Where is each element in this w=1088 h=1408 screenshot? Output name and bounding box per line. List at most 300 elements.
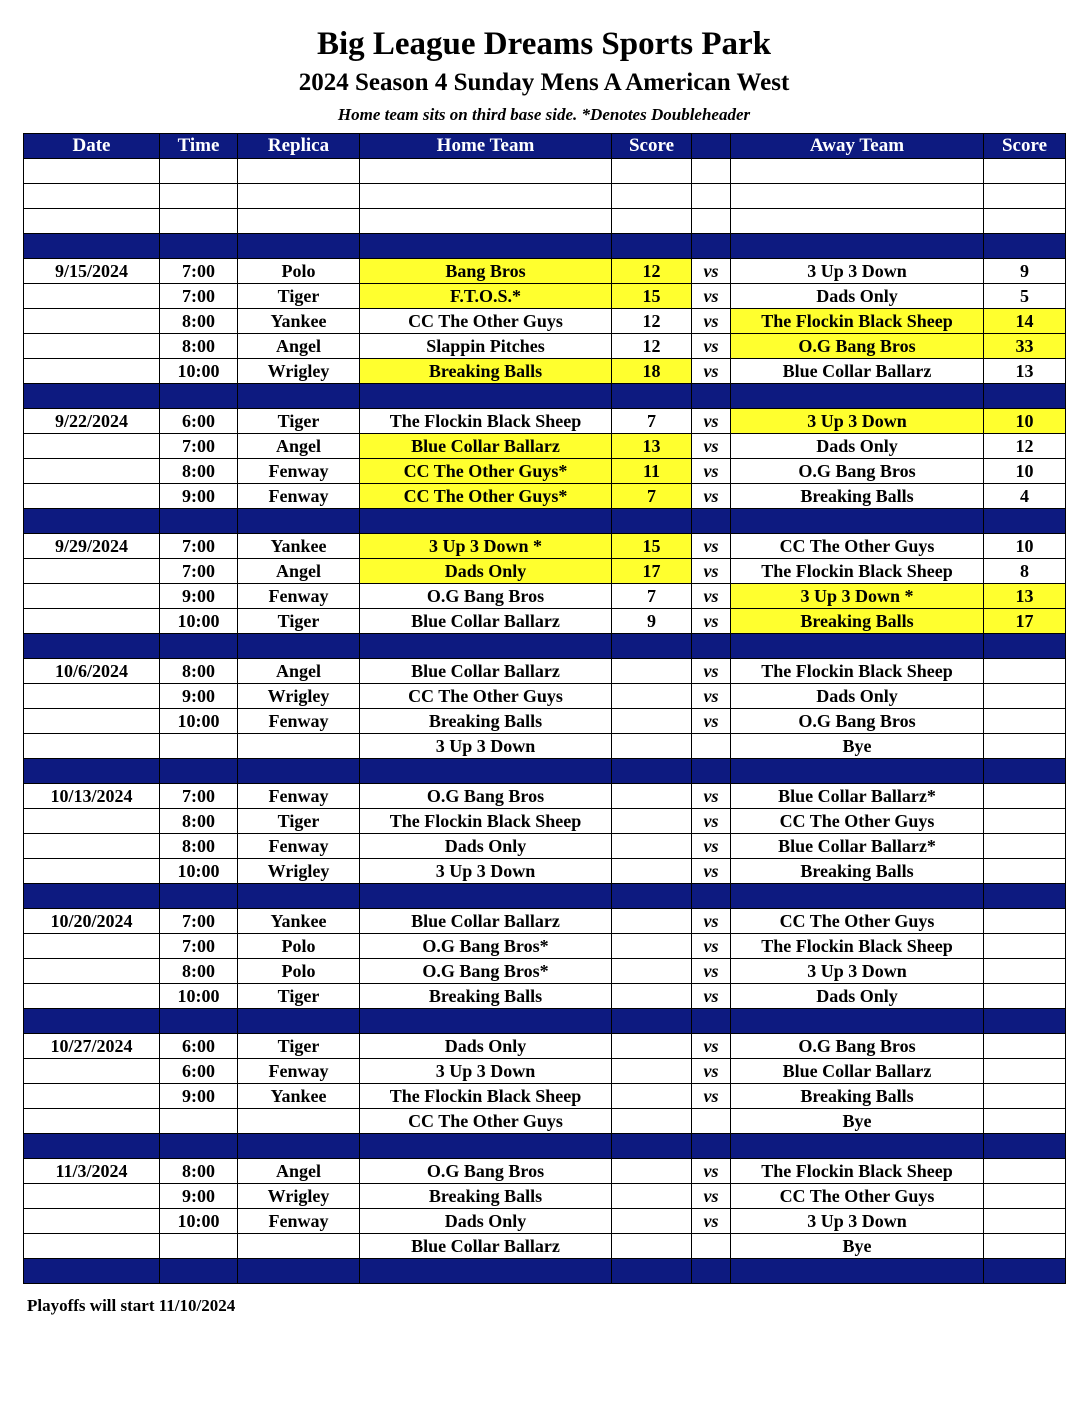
time-cell: 7:00 xyxy=(160,934,238,959)
home-team-cell: O.G Bang Bros xyxy=(360,584,612,609)
away-score-cell xyxy=(984,1084,1066,1109)
away-score-cell xyxy=(984,959,1066,984)
home-score-cell: 15 xyxy=(612,534,692,559)
replica-cell: Tiger xyxy=(238,984,360,1009)
home-team-cell xyxy=(360,184,612,209)
away-team-cell: CC The Other Guys xyxy=(731,1184,984,1209)
vs-cell: vs xyxy=(692,559,731,584)
date-cell xyxy=(24,759,160,784)
time-cell: 8:00 xyxy=(160,659,238,684)
game-row xyxy=(24,1209,1066,1234)
home-score-cell xyxy=(612,1259,692,1284)
home-score-cell: 12 xyxy=(612,309,692,334)
replica-cell xyxy=(238,1134,360,1159)
replica-cell xyxy=(238,159,360,184)
schedule-body xyxy=(24,159,1066,1284)
away-team-cell xyxy=(731,184,984,209)
replica-cell: Yankee xyxy=(238,1084,360,1109)
home-score-cell xyxy=(612,234,692,259)
game-row xyxy=(24,334,1066,359)
away-team-cell: 3 Up 3 Down * xyxy=(731,584,984,609)
vs-cell: vs xyxy=(692,259,731,284)
replica-cell: Tiger xyxy=(238,409,360,434)
home-score-cell xyxy=(612,659,692,684)
away-team-cell xyxy=(731,209,984,234)
home-team-cell: Dads Only xyxy=(360,834,612,859)
home-team-cell: Blue Collar Ballarz xyxy=(360,609,612,634)
away-score-cell xyxy=(984,909,1066,934)
home-score-cell: 15 xyxy=(612,284,692,309)
away-score-cell: 10 xyxy=(984,459,1066,484)
away-score-cell xyxy=(984,1109,1066,1134)
home-team-cell: Dads Only xyxy=(360,1209,612,1234)
vs-cell xyxy=(692,734,731,759)
home-team-cell: O.G Bang Bros* xyxy=(360,934,612,959)
away-score-cell xyxy=(984,859,1066,884)
date-cell xyxy=(24,284,160,309)
replica-cell: Fenway xyxy=(238,584,360,609)
time-cell xyxy=(160,884,238,909)
away-team-cell xyxy=(731,159,984,184)
replica-cell: Angel xyxy=(238,434,360,459)
away-team-cell: Dads Only xyxy=(731,984,984,1009)
home-score-cell xyxy=(612,859,692,884)
away-score-cell xyxy=(984,209,1066,234)
away-team-cell xyxy=(731,884,984,909)
home-team-cell xyxy=(360,884,612,909)
date-cell xyxy=(24,809,160,834)
away-score-cell: 10 xyxy=(984,534,1066,559)
time-cell xyxy=(160,734,238,759)
vs-cell: vs xyxy=(692,834,731,859)
vs-cell xyxy=(692,1259,731,1284)
replica-cell xyxy=(238,1234,360,1259)
home-team-cell: Breaking Balls xyxy=(360,709,612,734)
away-team-cell: Blue Collar Ballarz* xyxy=(731,784,984,809)
date-cell xyxy=(24,484,160,509)
date-cell xyxy=(24,1209,160,1234)
vs-cell xyxy=(692,1009,731,1034)
replica-cell: Wrigley xyxy=(238,684,360,709)
away-team-cell: The Flockin Black Sheep xyxy=(731,1159,984,1184)
header-home-team: Home Team xyxy=(360,134,612,159)
vs-cell: vs xyxy=(692,984,731,1009)
doubleheader-note: Home team sits on third base side. *Denotes Doubleheader xyxy=(337,105,751,124)
home-score-cell xyxy=(612,784,692,809)
header-home-score: Score xyxy=(612,134,692,159)
vs-cell: vs xyxy=(692,309,731,334)
date-cell xyxy=(24,734,160,759)
vs-cell xyxy=(692,759,731,784)
vs-cell: vs xyxy=(692,1159,731,1184)
time-cell xyxy=(160,1009,238,1034)
week-separator-row xyxy=(24,234,1066,259)
time-cell xyxy=(160,759,238,784)
vs-cell: vs xyxy=(692,334,731,359)
time-cell: 7:00 xyxy=(160,434,238,459)
away-score-cell xyxy=(984,1159,1066,1184)
home-team-cell: 3 Up 3 Down xyxy=(360,859,612,884)
vs-cell: vs xyxy=(692,859,731,884)
date-cell: 10/13/2024 xyxy=(24,784,160,809)
home-score-cell xyxy=(612,1034,692,1059)
home-score-cell xyxy=(612,1209,692,1234)
vs-cell xyxy=(692,1134,731,1159)
game-row xyxy=(24,1109,1066,1134)
home-score-cell: 7 xyxy=(612,409,692,434)
date-cell xyxy=(24,984,160,1009)
replica-cell: Angel xyxy=(238,1159,360,1184)
home-score-cell xyxy=(612,759,692,784)
away-score-cell xyxy=(984,384,1066,409)
replica-cell: Fenway xyxy=(238,709,360,734)
home-score-cell xyxy=(612,1184,692,1209)
header-vs xyxy=(692,134,731,159)
date-cell xyxy=(24,209,160,234)
replica-cell: Polo xyxy=(238,259,360,284)
replica-cell xyxy=(238,509,360,534)
time-cell: 8:00 xyxy=(160,959,238,984)
date-cell xyxy=(24,509,160,534)
home-score-cell xyxy=(612,934,692,959)
home-score-cell: 12 xyxy=(612,334,692,359)
date-cell xyxy=(24,234,160,259)
date-cell xyxy=(24,334,160,359)
time-cell: 10:00 xyxy=(160,984,238,1009)
vs-cell: vs xyxy=(692,584,731,609)
date-cell: 9/15/2024 xyxy=(24,259,160,284)
game-row xyxy=(24,409,1066,434)
home-score-cell: 7 xyxy=(612,584,692,609)
home-team-cell xyxy=(360,1134,612,1159)
vs-cell xyxy=(692,884,731,909)
home-team-cell: CC The Other Guys xyxy=(360,1109,612,1134)
away-score-cell: 13 xyxy=(984,584,1066,609)
away-score-cell xyxy=(984,734,1066,759)
vs-cell: vs xyxy=(692,934,731,959)
home-team-cell: Blue Collar Ballarz xyxy=(360,1234,612,1259)
time-cell: 8:00 xyxy=(160,834,238,859)
home-score-cell xyxy=(612,384,692,409)
time-cell xyxy=(160,234,238,259)
header-away-team: Away Team xyxy=(731,134,984,159)
vs-cell: vs xyxy=(692,659,731,684)
home-score-cell xyxy=(612,709,692,734)
away-team-cell: Blue Collar Ballarz* xyxy=(731,834,984,859)
time-cell: 8:00 xyxy=(160,809,238,834)
date-cell: 10/20/2024 xyxy=(24,909,160,934)
away-team-cell: O.G Bang Bros xyxy=(731,1034,984,1059)
week-separator-row xyxy=(24,384,1066,409)
home-team-cell xyxy=(360,509,612,534)
time-cell xyxy=(160,209,238,234)
replica-cell: Tiger xyxy=(238,809,360,834)
home-score-cell xyxy=(612,909,692,934)
away-team-cell: CC The Other Guys xyxy=(731,534,984,559)
vs-cell: vs xyxy=(692,959,731,984)
vs-cell: vs xyxy=(692,459,731,484)
home-score-cell xyxy=(612,684,692,709)
replica-cell xyxy=(238,1009,360,1034)
time-cell xyxy=(160,1134,238,1159)
home-score-cell xyxy=(612,1159,692,1184)
date-cell xyxy=(24,359,160,384)
date-cell xyxy=(24,1109,160,1134)
week-separator-row xyxy=(24,884,1066,909)
home-score-cell xyxy=(612,884,692,909)
away-team-cell xyxy=(731,1009,984,1034)
away-score-cell xyxy=(984,659,1066,684)
home-team-cell: O.G Bang Bros xyxy=(360,784,612,809)
vs-cell xyxy=(692,509,731,534)
home-team-cell: Bang Bros xyxy=(360,259,612,284)
replica-cell: Yankee xyxy=(238,309,360,334)
home-team-cell: Slappin Pitches xyxy=(360,334,612,359)
home-score-cell xyxy=(612,1134,692,1159)
game-row xyxy=(24,684,1066,709)
away-team-cell: 3 Up 3 Down xyxy=(731,259,984,284)
game-row xyxy=(24,559,1066,584)
header-replica: Replica xyxy=(238,134,360,159)
replica-cell xyxy=(238,1259,360,1284)
game-row xyxy=(24,834,1066,859)
time-cell: 10:00 xyxy=(160,859,238,884)
away-team-cell: Breaking Balls xyxy=(731,609,984,634)
home-score-cell xyxy=(612,184,692,209)
time-cell: 10:00 xyxy=(160,609,238,634)
home-team-cell: Blue Collar Ballarz xyxy=(360,909,612,934)
date-cell: 9/22/2024 xyxy=(24,409,160,434)
away-score-cell: 12 xyxy=(984,434,1066,459)
vs-cell: vs xyxy=(692,1184,731,1209)
away-team-cell: 3 Up 3 Down xyxy=(731,1209,984,1234)
time-cell xyxy=(160,1109,238,1134)
vs-cell xyxy=(692,234,731,259)
game-row xyxy=(24,434,1066,459)
away-team-cell: Bye xyxy=(731,1109,984,1134)
vs-cell: vs xyxy=(692,1084,731,1109)
table-header-row xyxy=(24,134,1066,159)
home-team-cell: The Flockin Black Sheep xyxy=(360,409,612,434)
replica-cell xyxy=(238,234,360,259)
game-row xyxy=(24,284,1066,309)
vs-cell: vs xyxy=(692,359,731,384)
vs-cell: vs xyxy=(692,809,731,834)
home-team-cell: The Flockin Black Sheep xyxy=(360,1084,612,1109)
away-team-cell: Blue Collar Ballarz xyxy=(731,1059,984,1084)
away-team-cell: The Flockin Black Sheep xyxy=(731,659,984,684)
week-separator-row xyxy=(24,1259,1066,1284)
away-score-cell: 10 xyxy=(984,409,1066,434)
away-team-cell: O.G Bang Bros xyxy=(731,459,984,484)
date-cell xyxy=(24,1234,160,1259)
home-score-cell xyxy=(612,809,692,834)
away-score-cell: 13 xyxy=(984,359,1066,384)
away-team-cell xyxy=(731,634,984,659)
date-cell: 9/29/2024 xyxy=(24,534,160,559)
away-team-cell: Dads Only xyxy=(731,434,984,459)
date-cell xyxy=(24,1084,160,1109)
away-score-cell xyxy=(984,934,1066,959)
replica-cell xyxy=(238,884,360,909)
vs-cell: vs xyxy=(692,709,731,734)
home-score-cell: 11 xyxy=(612,459,692,484)
game-row xyxy=(24,909,1066,934)
away-team-cell: The Flockin Black Sheep xyxy=(731,934,984,959)
away-score-cell xyxy=(984,1134,1066,1159)
away-score-cell: 33 xyxy=(984,334,1066,359)
away-score-cell: 8 xyxy=(984,559,1066,584)
home-team-cell: 3 Up 3 Down xyxy=(360,734,612,759)
replica-cell: Wrigley xyxy=(238,1184,360,1209)
home-team-cell: CC The Other Guys xyxy=(360,684,612,709)
home-team-cell: F.T.O.S.* xyxy=(360,284,612,309)
away-team-cell: O.G Bang Bros xyxy=(731,709,984,734)
date-cell xyxy=(24,1259,160,1284)
date-cell xyxy=(24,559,160,584)
vs-cell xyxy=(692,384,731,409)
replica-cell: Angel xyxy=(238,334,360,359)
game-row xyxy=(24,609,1066,634)
away-team-cell: Breaking Balls xyxy=(731,1084,984,1109)
time-cell: 9:00 xyxy=(160,1184,238,1209)
home-team-cell: 3 Up 3 Down xyxy=(360,1059,612,1084)
home-score-cell: 12 xyxy=(612,259,692,284)
away-score-cell xyxy=(984,1034,1066,1059)
home-team-cell: Dads Only xyxy=(360,1034,612,1059)
away-score-cell xyxy=(984,1184,1066,1209)
schedule-table xyxy=(23,133,1066,1284)
time-cell: 10:00 xyxy=(160,359,238,384)
game-row xyxy=(24,484,1066,509)
page-subtitle: 2024 Season 4 Sunday Mens A American West xyxy=(298,69,790,96)
time-cell: 7:00 xyxy=(160,284,238,309)
away-score-cell xyxy=(984,1009,1066,1034)
home-score-cell: 18 xyxy=(612,359,692,384)
blank-row xyxy=(24,184,1066,209)
vs-cell: vs xyxy=(692,609,731,634)
time-cell xyxy=(160,509,238,534)
replica-cell: Polo xyxy=(238,959,360,984)
time-cell: 6:00 xyxy=(160,1059,238,1084)
away-team-cell: 3 Up 3 Down xyxy=(731,959,984,984)
home-team-cell: The Flockin Black Sheep xyxy=(360,809,612,834)
replica-cell xyxy=(238,734,360,759)
away-team-cell: 3 Up 3 Down xyxy=(731,409,984,434)
date-cell xyxy=(24,1009,160,1034)
time-cell: 9:00 xyxy=(160,684,238,709)
home-team-cell: Blue Collar Ballarz xyxy=(360,434,612,459)
home-score-cell xyxy=(612,734,692,759)
away-team-cell: CC The Other Guys xyxy=(731,909,984,934)
home-score-cell: 13 xyxy=(612,434,692,459)
date-cell xyxy=(24,859,160,884)
away-score-cell: 4 xyxy=(984,484,1066,509)
date-cell xyxy=(24,384,160,409)
away-team-cell: Dads Only xyxy=(731,284,984,309)
away-score-cell: 9 xyxy=(984,259,1066,284)
game-row xyxy=(24,1159,1066,1184)
away-score-cell xyxy=(984,184,1066,209)
replica-cell xyxy=(238,384,360,409)
home-team-cell: 3 Up 3 Down * xyxy=(360,534,612,559)
away-team-cell: The Flockin Black Sheep xyxy=(731,559,984,584)
time-cell: 6:00 xyxy=(160,1034,238,1059)
away-score-cell xyxy=(984,684,1066,709)
replica-cell: Tiger xyxy=(238,284,360,309)
game-row xyxy=(24,709,1066,734)
date-cell xyxy=(24,834,160,859)
home-score-cell xyxy=(612,984,692,1009)
date-cell xyxy=(24,159,160,184)
blank-row xyxy=(24,159,1066,184)
home-score-cell xyxy=(612,1059,692,1084)
home-team-cell xyxy=(360,384,612,409)
game-row xyxy=(24,259,1066,284)
away-score-cell: 17 xyxy=(984,609,1066,634)
away-score-cell xyxy=(984,1209,1066,1234)
date-cell xyxy=(24,1134,160,1159)
date-cell xyxy=(24,459,160,484)
away-team-cell: Blue Collar Ballarz xyxy=(731,359,984,384)
time-cell: 8:00 xyxy=(160,334,238,359)
game-row xyxy=(24,1234,1066,1259)
time-cell xyxy=(160,184,238,209)
time-cell xyxy=(160,159,238,184)
game-row xyxy=(24,534,1066,559)
away-score-cell xyxy=(984,1259,1066,1284)
date-cell xyxy=(24,959,160,984)
home-team-cell: CC The Other Guys* xyxy=(360,484,612,509)
week-separator-row xyxy=(24,759,1066,784)
vs-cell: vs xyxy=(692,784,731,809)
replica-cell xyxy=(238,184,360,209)
away-score-cell xyxy=(984,784,1066,809)
replica-cell: Wrigley xyxy=(238,359,360,384)
home-score-cell: 17 xyxy=(612,559,692,584)
vs-cell xyxy=(692,209,731,234)
week-separator-row xyxy=(24,1134,1066,1159)
week-separator-row xyxy=(24,634,1066,659)
away-team-cell: Bye xyxy=(731,1234,984,1259)
away-team-cell: The Flockin Black Sheep xyxy=(731,309,984,334)
time-cell: 7:00 xyxy=(160,559,238,584)
game-row xyxy=(24,859,1066,884)
page-title: Big League Dreams Sports Park xyxy=(316,26,772,62)
away-team-cell xyxy=(731,509,984,534)
vs-cell: vs xyxy=(692,909,731,934)
date-cell xyxy=(24,934,160,959)
home-team-cell: O.G Bang Bros* xyxy=(360,959,612,984)
date-cell: 11/3/2024 xyxy=(24,1159,160,1184)
vs-cell: vs xyxy=(692,1034,731,1059)
vs-cell xyxy=(692,159,731,184)
game-row xyxy=(24,934,1066,959)
home-team-cell: CC The Other Guys xyxy=(360,309,612,334)
date-cell xyxy=(24,684,160,709)
home-score-cell xyxy=(612,1234,692,1259)
game-row xyxy=(24,1059,1066,1084)
date-cell xyxy=(24,709,160,734)
date-cell xyxy=(24,884,160,909)
replica-cell xyxy=(238,634,360,659)
time-cell: 9:00 xyxy=(160,1084,238,1109)
vs-cell: vs xyxy=(692,684,731,709)
away-score-cell xyxy=(984,634,1066,659)
date-cell xyxy=(24,609,160,634)
replica-cell: Wrigley xyxy=(238,859,360,884)
away-score-cell xyxy=(984,984,1066,1009)
